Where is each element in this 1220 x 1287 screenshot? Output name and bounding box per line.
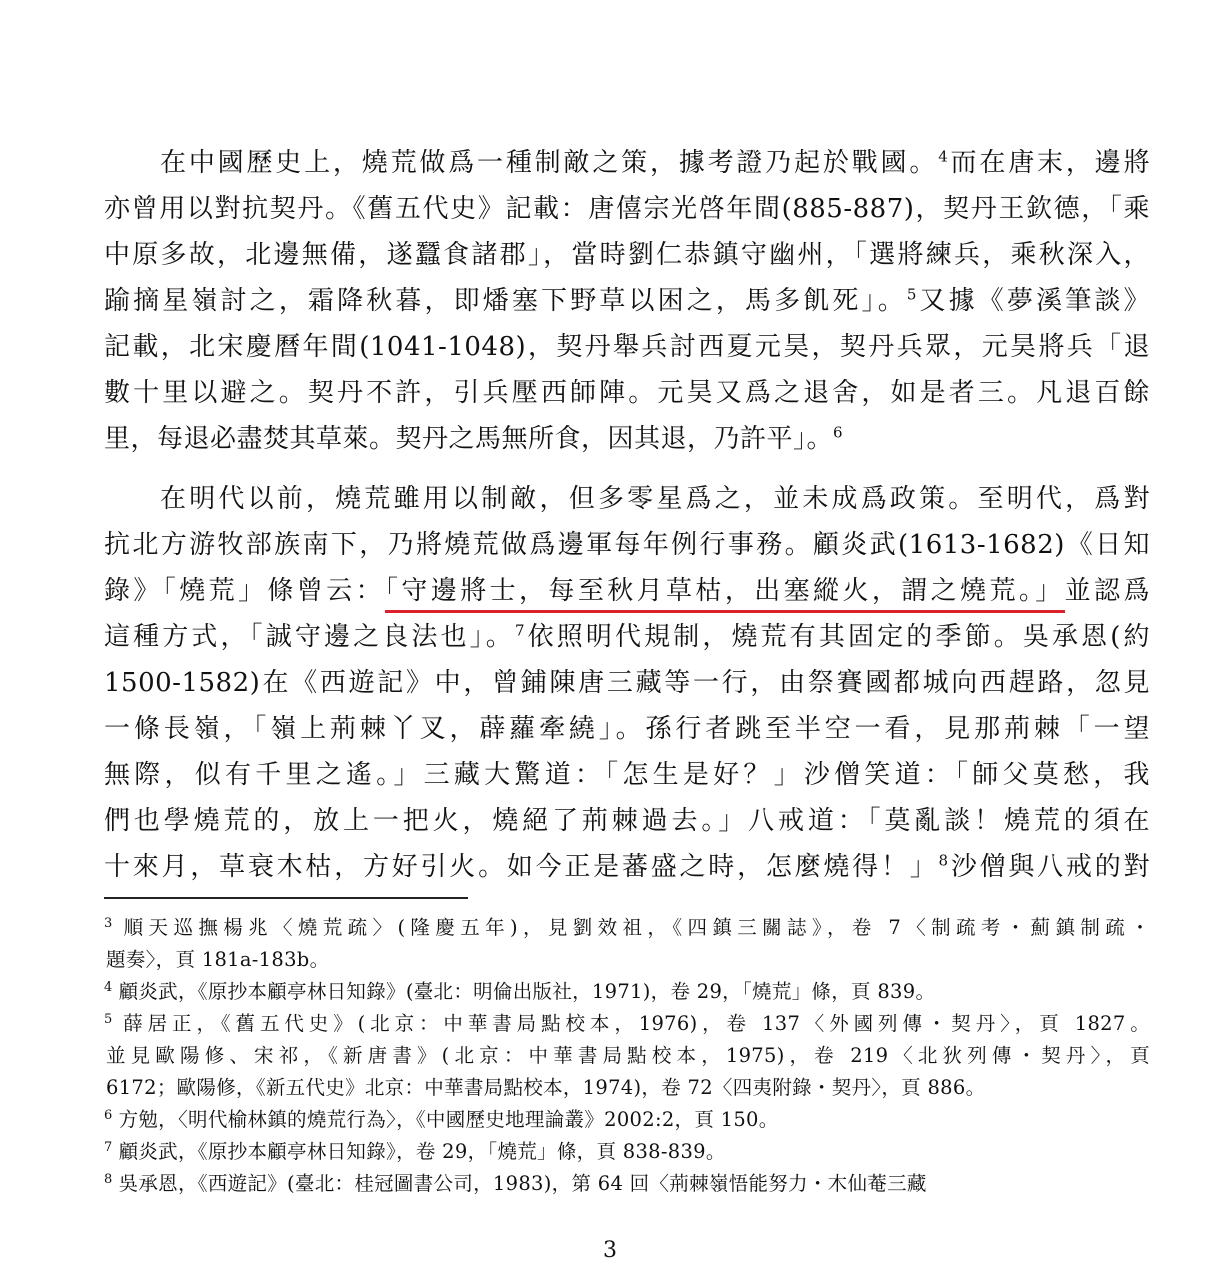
paragraph-spacer bbox=[104, 462, 1150, 476]
footnote-number: 6 bbox=[104, 1107, 113, 1123]
footnote-5-cont: 並見歐陽修、宋祁，《新唐書》(北京：中華書局點校本，1975)，卷 219〈北狄列傳・契丹〉，頁 bbox=[106, 1044, 1150, 1067]
footnote-ref[interactable]: 4 bbox=[938, 147, 949, 166]
paragraph-line: 中原多故，北邊無備，遂蠶食諸郡」，當時劉仁恭鎮守幽州，「選將練兵，乘秋深入， bbox=[104, 240, 1150, 270]
footnote-4 bbox=[104, 976, 1150, 1008]
paragraph-1 bbox=[104, 140, 1150, 462]
text-run: 十來月，草衰木枯，方好引火。如今正是蕃盛之時，怎麼燒得！」 bbox=[104, 852, 939, 882]
footnote-ref[interactable]: 8 bbox=[938, 851, 949, 870]
footnote-6 bbox=[104, 1104, 1150, 1136]
text-run: 並認爲 bbox=[1064, 576, 1150, 606]
footnote-7 bbox=[104, 1136, 1150, 1168]
footnotes bbox=[104, 912, 1150, 1200]
footnote-number: 7 bbox=[104, 1139, 113, 1155]
footnote-text: 方勉，〈明代榆林鎮的燒荒行為〉，《中國歷史地理論叢》2002:2，頁 150。 bbox=[118, 1108, 779, 1131]
highlighted-quote: 「守邊將士，每至秋月草枯，出塞縱火，謂之燒荒。」 bbox=[385, 576, 1065, 613]
text-run: 里，每退必盡焚其草萊。契丹之馬無所食，因其退，乃許平」。 bbox=[104, 424, 834, 454]
footnote-ref[interactable]: 7 bbox=[514, 621, 525, 640]
body-text bbox=[104, 140, 1150, 890]
footnote-3 bbox=[104, 912, 1150, 944]
paragraph-line bbox=[104, 278, 1150, 324]
paragraph-line: 無際，似有千里之遙。」三藏大驚道：「怎生是好？」沙僧笑道：「師父莫愁，我 bbox=[104, 760, 1150, 790]
footnote-number: 4 bbox=[104, 979, 113, 995]
footnote-text: 顧炎武，《原抄本顧亭林日知錄》，卷 29，「燒荒」條，頁 838-839。 bbox=[118, 1140, 726, 1163]
footnote-text: 顧炎武，《原抄本顧亭林日知錄》(臺北：明倫出版社，1971)，卷 29，「燒荒」條，頁 839。 bbox=[118, 980, 936, 1003]
text-run: 沙僧與八戒的對 bbox=[948, 852, 1150, 882]
paragraph-line bbox=[104, 140, 1150, 186]
text-run: 這種方式，「誠守邊之良法也」。 bbox=[104, 622, 515, 652]
footnote-ref[interactable]: 6 bbox=[833, 423, 844, 442]
footnote-number: 8 bbox=[104, 1171, 113, 1187]
text-run: 踰摘星嶺討之，霜降秋暮，即燔塞下野草以困之，馬多飢死」。 bbox=[104, 286, 907, 316]
paragraph-line bbox=[104, 568, 1150, 614]
paragraph-line: 亦曾用以對抗契丹。《舊五代史》記載：唐僖宗光啓年間(885-887)，契丹王欽德，「乘 bbox=[104, 194, 1150, 224]
paragraph-2 bbox=[104, 476, 1150, 890]
footnote-8 bbox=[104, 1168, 1150, 1200]
text-run: 錄》「燒荒」條曾云： bbox=[104, 576, 386, 606]
text-run: 依照明代規制，燒荒有其固定的季節。吳承恩(約 bbox=[525, 622, 1150, 652]
paragraph-line bbox=[104, 614, 1150, 660]
footnote-ref[interactable]: 5 bbox=[906, 285, 917, 304]
paragraph-line: 一條長嶺，「嶺上荊棘丫叉，薜蘿牽繞」。孫行者跳至半空一看，見那荊棘「一望 bbox=[104, 714, 1150, 744]
paragraph-line bbox=[104, 416, 1150, 462]
page-number: 3 bbox=[603, 1238, 617, 1263]
paragraph-line: 記載，北宋慶曆年間(1041-1048)，契丹舉兵討西夏元昊，契丹兵眾，元昊將兵「退 bbox=[104, 332, 1150, 362]
footnote-text: 薛居正，《舊五代史》(北京：中華書局點校本，1976)，卷 137〈外國列傳・契丹〉，頁 1827。 bbox=[118, 1012, 1150, 1035]
footnote-5-cont: 6172；歐陽修，《新五代史》北京：中華書局點校本，1974)，卷 72〈四夷附錄・契丹〉，頁 886。 bbox=[106, 1076, 986, 1099]
footnote-3-cont: 題奏〉，頁 181a-183b。 bbox=[106, 948, 330, 971]
paragraph-line: 在明代以前，燒荒雖用以制敵，但多零星爲之，並未成爲政策。至明代，爲對 bbox=[160, 484, 1150, 514]
footnote-text: 吳承恩，《西遊記》(臺北：桂冠圖書公司，1983)，第 64 回〈荊棘嶺悟能努力・木仙菴三藏 bbox=[118, 1172, 927, 1195]
footnote-number: 3 bbox=[104, 915, 113, 931]
paragraph-line: 數十里以避之。契丹不許，引兵壓西師陣。元昊又爲之退舍，如是者三。凡退百餘 bbox=[104, 378, 1150, 408]
footnote-text: 順天巡撫楊兆〈燒荒疏〉(隆慶五年)，見劉效祖，《四鎮三關誌》，卷 7〈制疏考・薊鎮制疏・ bbox=[118, 916, 1150, 939]
footnote-number: 5 bbox=[104, 1011, 113, 1027]
paragraph-line: 1500-1582)在《西遊記》中，曾鋪陳唐三藏等一行，由祭賽國都城向西趕路，忽見 bbox=[104, 668, 1150, 698]
paragraph-line: 抗北方游牧部族南下，乃將燒荒做爲邊軍每年例行事務。顧炎武(1613-1682)《日知 bbox=[104, 530, 1150, 560]
text-run: 而在唐末，邊將 bbox=[948, 148, 1150, 178]
footnote-5 bbox=[104, 1008, 1150, 1040]
paragraph-line bbox=[104, 844, 1150, 890]
text-run: 又據《夢溪筆談》 bbox=[916, 286, 1150, 316]
footnote-separator bbox=[104, 897, 468, 899]
paragraph-line: 們也學燒荒的，放上一把火，燒絕了荊棘過去。」八戒道：「莫亂談！燒荒的須在 bbox=[104, 806, 1150, 836]
text-run: 在中國歷史上，燒荒做爲一種制敵之策，據考證乃起於戰國。 bbox=[160, 148, 939, 178]
